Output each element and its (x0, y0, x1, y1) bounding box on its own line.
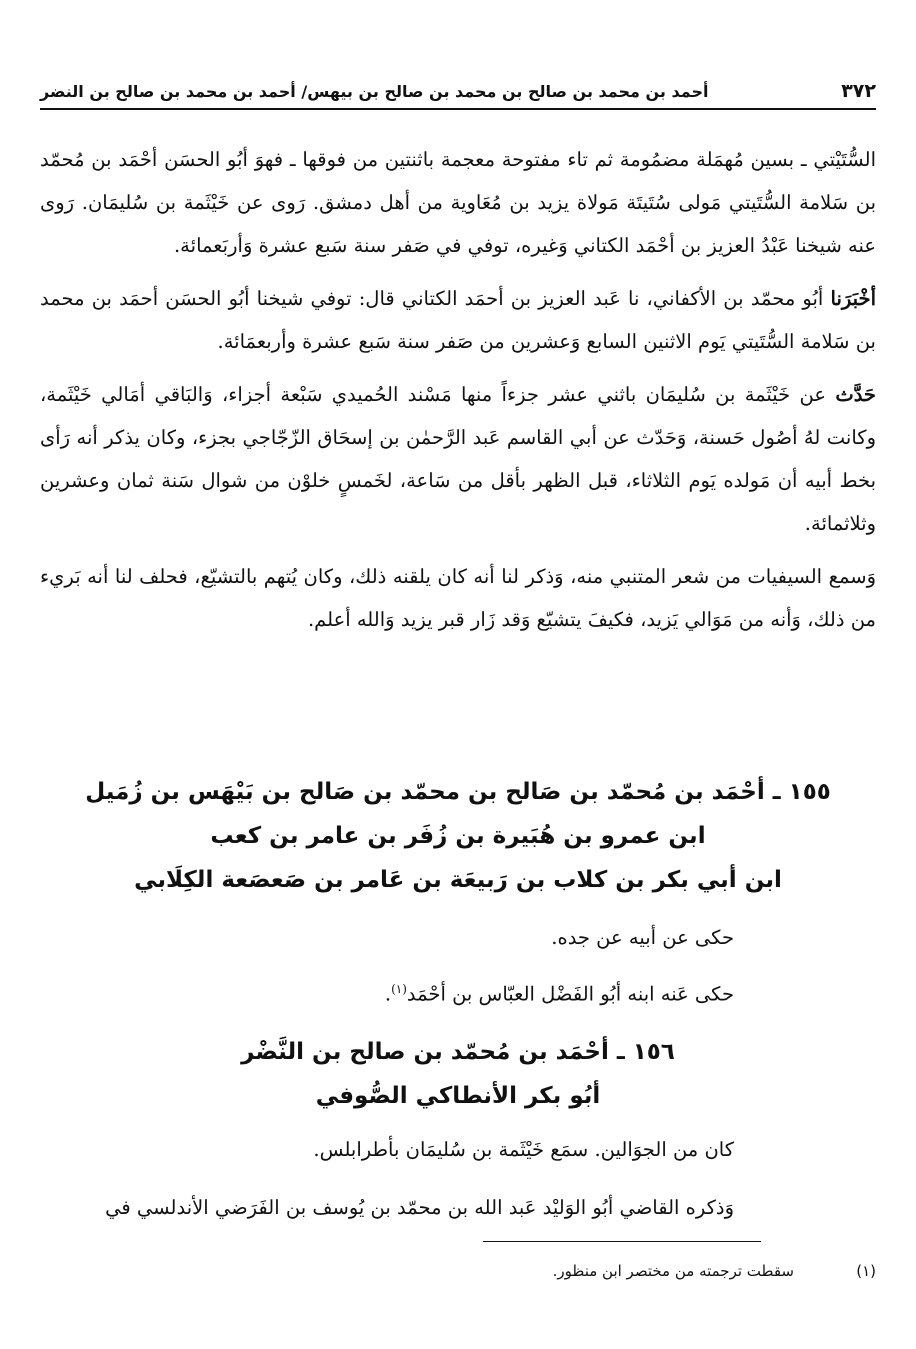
paragraph-haddatha (40, 373, 876, 545)
entry-155-heading (40, 770, 876, 902)
entry-156-text-2: وَذكره القاضي أبُو الوَليْد عَبد الله بن محمّد بن يُوسف بن الفَرَضي الأندلسي في (105, 1196, 734, 1219)
running-title: أحمد بن محمد بن صالح بن محمد بن صالح بن بيهس/ أحمد بن محمد بن صالح بن النضر (40, 81, 709, 101)
entry-156-heading (40, 1030, 876, 1118)
entry-text-end: . (384, 982, 392, 1006)
paragraph-text: أبُو محمّد بن الأكفاني، نا عَبد العزيز بن أحمَد الكتاني قال: توفي شيخنا أبُو الحسَن أحمَد بن محمد بن سَلامة السُّتَيتي يَوم الاثنين السابع وَعشرين من صَفر سنة سَبع عشرة وأربعمَائة. (40, 287, 876, 353)
entry-title-line: ١٥٦ ـ أحْمَد بن مُحمّد بن صالح بن النَّضْر (241, 1039, 675, 1065)
entry-title-line: ابن أبي بكر بن كلاب بن رَبيعَة بن عَامر بن صَعصَعة الكِلَابي (134, 867, 782, 893)
entry-155-text-1: حكى عن أبيه عن جده. (551, 926, 734, 949)
entry-title-line: أبُو بكر الأنطاكي الصُّوفي (315, 1083, 601, 1109)
paragraph-sayfiyat (40, 555, 876, 641)
main-text (40, 138, 876, 651)
paragraph-text: عن خَيْثَمة بن سُليمَان باثني عشر جزءاً منها مَسْند الحُميدي سَبْعة أجزاء، وَالبَاقي أمَالي خَيْثَمة، وكانت لهُ أصُول حَسنة، وَحَدّث عن أبي القاسم عَبد الرَّحمٰن بن إسحَاق الزّجّاجي بجزء، وكان يذكر أنه رَأى بخط أبيه أن مَولده يَوم الثلاثاء، قبل الظهر بأقل من سَاعة، لخَمسٍ خلوْن من شوال سَنة ثمان وعشرين وثلاثمائة. (40, 383, 876, 535)
paragraph-keyword: أخْبَرَنا (830, 287, 876, 310)
paragraph-text: السُّتَيْتي ـ بسين مُهمَلة مضمُومة ثم تاء مفتوحة معجمة باثنتين من فوقها ـ فهوَ أبُو الحسَن أحْمَد بن مُحمّد بن سَلامة السُّتَيتي مَولى سُتَيتَة مَولاة يزيد بن مُعَاوية من أهل دمشق. رَوى عن خَيْثَمة بن سُليمَان. رَوى عنه شيخنا عَبْدُ العزيز بن أحْمَد الكتاني وَغيره، توفي في صَفر سنة سَبع عشرة وَأربَعمائة. (40, 148, 876, 257)
entry-text: حكى عَنه ابنه أبُو الفَضْل العبّاس بن أحْمَد (406, 982, 734, 1006)
entry-title-line: ١٥٥ ـ أحْمَد بن مُحمّد بن صَالح بن محمّد بن صَالح بن بَيْهَس بن زُمَيل (85, 779, 831, 805)
paragraph-keyword: حَدَّث (835, 383, 876, 406)
footnote-text: سقطت ترجمته من مختصر ابن منظور. (552, 1262, 794, 1280)
entry-title-line: ابن عمرو بن هُبَيرة بن زُفَر بن عامر بن كعب (210, 823, 706, 849)
paragraph-sutayti (40, 138, 876, 267)
paragraph-akhbarana (40, 277, 876, 363)
footnote-marker: (١) (856, 1262, 876, 1280)
entry-156-text-1: كان من الجوَالين. سمَع خَيْثَمة بن سُليمَان بأطرابلس. (313, 1138, 734, 1161)
footnote-reference[interactable]: (١) (391, 982, 407, 996)
paragraph-text: وَسمع السيفيات من شعر المتنبي منه، وَذكر لنا أنه كان يلقنه ذلك، وكان يُتهم بالتشيّع، فحلف لنا أنه بَريء من ذلك، وَأنه من مَوَالي يَزيد، فكيفَ يتشيّع وَقد زَار قبر يزيد وَالله أعلم. (40, 565, 876, 631)
entry-155-text-2 (385, 968, 734, 1016)
footnote-divider (483, 1241, 761, 1242)
page-header (40, 74, 876, 110)
page-number: ٣٧٢ (841, 80, 876, 102)
